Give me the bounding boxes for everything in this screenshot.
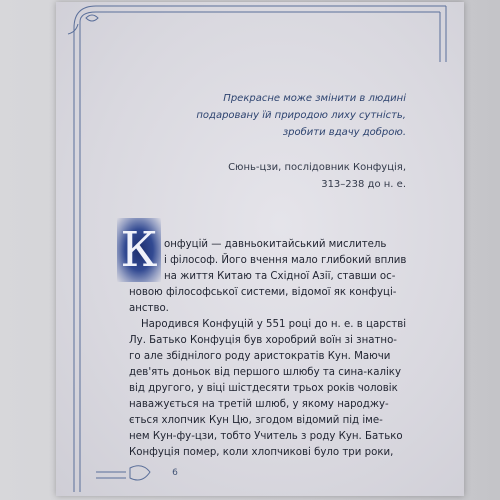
paragraph-line: дев'ять доньок від першого шлюбу та сина-каліку: [129, 367, 401, 378]
paragraph-line: анство.: [129, 303, 169, 314]
paragraph-line: новою філософської системи, відомої як конфуці-: [129, 287, 397, 298]
paragraph-line: наважується на третій шлюб, у якому народжу-: [129, 399, 389, 410]
paragraph-line: і філософ. Його вчення мало глибокий вплив: [164, 255, 407, 266]
paragraph-line: онфуцій — давньокитайський мислитель: [164, 239, 387, 250]
epigraph-line: зробити вдачу доброю.: [282, 127, 406, 138]
epigraph-years: 313–238 до н. е.: [321, 179, 406, 190]
paragraph-line: на життя Китаю та Східної Азії, ставши ос-: [164, 271, 396, 282]
paragraph-line: Народився Конфуцій у 551 році до н. е. в царстві: [141, 319, 407, 330]
body-text: [129, 237, 421, 461]
paragraph-line: ється хлопчик Кун Цю, згодом відомий під іме-: [129, 415, 383, 426]
paragraph-line: від другого, у віці шістдесяти трьох років чоловік: [129, 383, 398, 394]
epigraph-author: Сюнь-цзи, послідовник Конфуція,: [228, 162, 406, 173]
paragraph-line: нем Кун-фу-цзи, тобто Учитель з роду Кун. Батько: [129, 431, 403, 442]
paragraph-line: Лу. Батько Конфуція був хоробрий воїн зі знатно-: [129, 335, 397, 346]
epigraph-line: подаровану їй природою лиху сутність,: [196, 110, 406, 121]
epigraph: [144, 90, 406, 193]
page-number: 6: [172, 468, 178, 478]
paragraph-line: го але збіднілого роду аристократів Кун. Маючи: [129, 351, 391, 362]
drop-cap: К: [117, 218, 161, 282]
epigraph-line: Прекрасне може змінити в людині: [223, 93, 406, 104]
paragraph-line: Конфуція помер, коли хлопчикові було три роки,: [129, 447, 394, 458]
